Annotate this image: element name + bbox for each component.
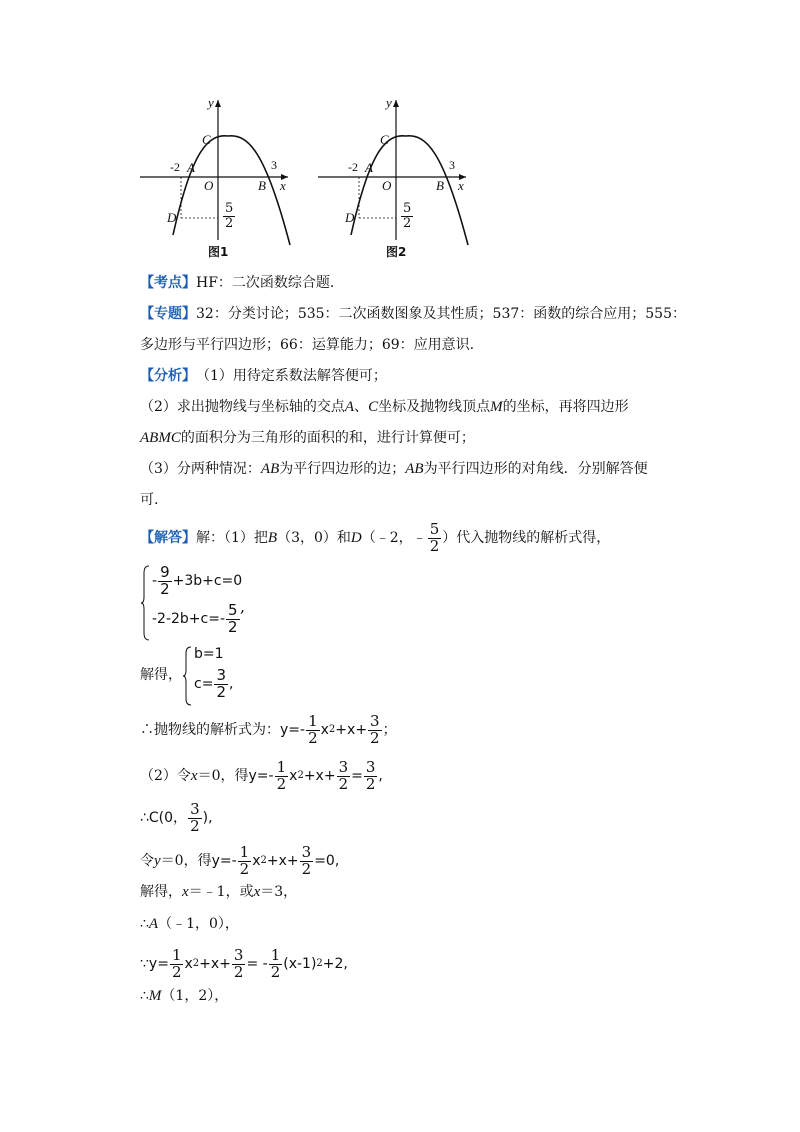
math-text: =0, xyxy=(314,853,340,870)
tick-neg2: -2 xyxy=(348,160,358,174)
exponent: 2 xyxy=(316,958,323,970)
tick-neg2: -2 xyxy=(170,160,180,174)
var-ab: AB xyxy=(405,461,424,477)
point-c-label: C xyxy=(202,132,211,147)
var-abmc: ABMC xyxy=(140,430,181,446)
fenxi-text: （3）分两种情况： xyxy=(140,461,261,477)
point-c-line xyxy=(140,802,213,835)
var-ab: AB xyxy=(260,461,280,477)
fenxi-text: 为平行四边形的对角线．分别解答便 xyxy=(423,461,648,477)
jieda-tag: 【解答】 xyxy=(140,530,196,547)
fraction: $\frac{1}{2}$ xyxy=(276,758,287,793)
figures-area xyxy=(130,90,480,260)
math-text: +x+ xyxy=(303,768,336,785)
math-text: b=1 xyxy=(194,646,224,662)
math-text: ∴C(0， xyxy=(140,810,188,827)
point-b-label: B xyxy=(436,178,444,193)
math-text: ), xyxy=(202,810,213,827)
point-m-line xyxy=(140,984,228,1008)
point-c-label: C xyxy=(380,132,389,147)
fenxi-tag: 【分析】 xyxy=(140,368,196,384)
zhuanti-tag: 【专题】 xyxy=(140,306,196,322)
fraction: $\frac{3}{2}$ xyxy=(301,843,312,878)
jieda-text: ∵ xyxy=(140,956,149,973)
jieda-text: （1，2）， xyxy=(161,988,229,1004)
exponent: 2 xyxy=(192,958,200,970)
y-axis-label: y xyxy=(208,95,214,110)
brace-icon xyxy=(182,646,192,706)
var-c: C xyxy=(368,399,379,415)
fraction: $\frac{3}{2}$ xyxy=(365,758,376,793)
math-text: y=- xyxy=(280,722,306,739)
system-1-line-1 xyxy=(152,565,242,598)
var-d: D xyxy=(350,530,362,547)
fraction: $\frac{3}{2}$ xyxy=(338,758,349,793)
result-parabola xyxy=(140,714,397,747)
var-x: x xyxy=(182,884,189,900)
figure-2 xyxy=(308,90,478,260)
fenxi-text: 为平行四边形的边； xyxy=(279,461,406,477)
math-text: - xyxy=(152,573,158,590)
x-axis-label: x xyxy=(280,178,286,193)
y-axis-label: y xyxy=(386,95,392,110)
jieda-text: ∴抛物线的解析式为： xyxy=(140,722,280,739)
fraction: $\frac{1}{2}$ xyxy=(308,712,318,747)
exponent: 2 xyxy=(297,770,304,782)
fenxi-line-1 xyxy=(140,364,387,388)
jieda-text: （2）令 xyxy=(140,768,191,785)
point-a-label: A xyxy=(187,160,195,175)
origin-label: O xyxy=(204,178,214,193)
d-value-fraction: $\frac{5}{2}$ xyxy=(225,201,234,231)
point-a-line xyxy=(140,912,239,936)
math-text: +x+ xyxy=(199,956,231,973)
fraction: $\frac{3}{2}$ xyxy=(233,946,244,981)
fenxi-line-5 xyxy=(140,488,158,512)
var-m: M xyxy=(148,988,162,1004)
math-text: +3b+c=0 xyxy=(172,573,243,590)
fenxi-line-4 xyxy=(140,457,648,481)
math-text: -2-2b+c=- xyxy=(152,611,226,628)
fenxi-p1: （1）用待定系数法解答便可； xyxy=(196,368,387,384)
fenxi-line-3 xyxy=(140,426,475,450)
exponent: 2 xyxy=(260,855,267,867)
jieda-intro xyxy=(140,522,610,555)
jieda-text: 解得， xyxy=(140,884,182,900)
var-y: y xyxy=(154,853,161,870)
math-text: +2, xyxy=(322,956,348,973)
exponent: 2 xyxy=(328,724,336,736)
var-m: M xyxy=(490,399,503,415)
jieda-text: ∴ xyxy=(140,988,149,1004)
fenxi-line-2 xyxy=(140,395,629,419)
figure-caption: 图1 xyxy=(208,245,229,259)
fenxi-text: 的面积分为三角形的面积的和，进行计算便可； xyxy=(180,430,475,446)
math-text: y=- xyxy=(248,768,274,785)
math-text: x xyxy=(289,768,298,785)
jieda-text: ＝﹣1，或 xyxy=(188,884,254,900)
kaodian-line xyxy=(140,271,334,295)
math-text: x xyxy=(320,722,329,739)
fraction: $\frac{1}{2}$ xyxy=(171,946,182,981)
math-text: y= xyxy=(148,956,169,973)
d-value-fraction: $\frac{5}{2}$ xyxy=(403,201,412,231)
fraction: $\frac{1}{2}$ xyxy=(239,843,250,878)
var-a: A xyxy=(344,399,355,415)
fraction: $\frac{3}{2}$ xyxy=(216,666,226,701)
jieda-text: 解得， xyxy=(140,667,182,683)
fraction: $\frac{9}{2}$ xyxy=(160,563,170,598)
math-text: c= xyxy=(194,676,214,693)
var-x: x xyxy=(253,884,261,900)
comma: , xyxy=(240,597,246,616)
roots-line xyxy=(140,880,297,904)
zhuanti-text-1: 32：分类讨论；535：二次函数图象及其性质；537：函数的综合应用；555： xyxy=(196,306,686,322)
jieda-text: 解：（1）把 xyxy=(196,530,268,547)
jieda-text: ＝0，得 xyxy=(160,853,212,870)
fraction: $\frac{3}{2}$ xyxy=(190,800,200,835)
jieda-text: （3，0）和 xyxy=(277,530,351,547)
math-text: (x-1) xyxy=(283,956,317,973)
point-d-label: D xyxy=(345,210,355,225)
jieda-text: 令 xyxy=(140,853,154,870)
zhuanti-text-2: 多边形与平行四边形；66：运算能力；69：应用意识. xyxy=(140,337,475,353)
math-text: x xyxy=(252,853,261,870)
math-text: x xyxy=(184,956,193,973)
var-b: B xyxy=(267,530,278,547)
zhuanti-line-2 xyxy=(140,333,474,357)
math-text: y=- xyxy=(211,853,237,870)
jieda-text: ＝0，得 xyxy=(197,768,249,785)
equation-system-1 xyxy=(140,565,340,641)
var-a: A xyxy=(148,916,159,932)
figure-1 xyxy=(130,90,300,260)
jieda-text: ； xyxy=(382,722,397,739)
tick-3: 3 xyxy=(271,158,277,172)
fenxi-text: 坐标及抛物线顶点 xyxy=(378,399,491,415)
point-a-label: A xyxy=(365,160,373,175)
math-text: = xyxy=(351,768,363,785)
figure-2-graph xyxy=(308,90,478,260)
origin-label: O xyxy=(382,178,392,193)
jieda-text: ∴ xyxy=(140,916,149,932)
fraction: $\frac{3}{2}$ xyxy=(370,712,380,747)
jieda-text: （﹣2，﹣ xyxy=(361,530,427,547)
fraction: $\frac{5}{2}$ xyxy=(429,520,440,555)
fenxi-text: （2）求出抛物线与坐标轴的交点 xyxy=(140,399,345,415)
solve-label xyxy=(140,663,182,687)
jieda-text: ）代入抛物线的解析式得， xyxy=(442,530,611,547)
part2-line xyxy=(140,760,383,793)
jieda-text: （﹣1，0）， xyxy=(158,916,239,932)
kaodian-text: HF：二次函数综合题. xyxy=(196,275,335,291)
kaodian-tag: 【考点】 xyxy=(140,275,196,291)
fraction: $\frac{5}{2}$ xyxy=(228,601,238,636)
brace-icon xyxy=(140,565,150,641)
zhuanti-line-1 xyxy=(140,302,686,326)
equation-system-2 xyxy=(182,646,302,708)
y-zero-line xyxy=(140,845,339,878)
figure-1-graph xyxy=(130,90,300,260)
system-2-line-2 xyxy=(194,668,233,701)
system-1-line-2 xyxy=(152,603,241,636)
math-text: , xyxy=(378,768,383,785)
x-axis-label: x xyxy=(458,178,464,193)
jieda-text: ＝3， xyxy=(260,884,298,900)
tick-3: 3 xyxy=(449,158,455,172)
system-2-line-1 xyxy=(194,646,224,662)
vertex-form-line xyxy=(140,948,348,981)
fenxi-text: 的坐标，再将四边形 xyxy=(502,399,629,415)
comma: , xyxy=(228,676,234,693)
fenxi-text: 可. xyxy=(140,492,159,508)
figure-caption: 图2 xyxy=(386,245,407,259)
math-text: = - xyxy=(246,956,268,973)
point-d-label: D xyxy=(167,210,177,225)
point-b-label: B xyxy=(258,178,266,193)
var-x: x xyxy=(190,768,198,785)
math-text: +x+ xyxy=(335,722,368,739)
math-text: +x+ xyxy=(266,853,299,870)
fraction: $\frac{1}{2}$ xyxy=(270,946,281,981)
fenxi-text: 、 xyxy=(354,399,369,415)
